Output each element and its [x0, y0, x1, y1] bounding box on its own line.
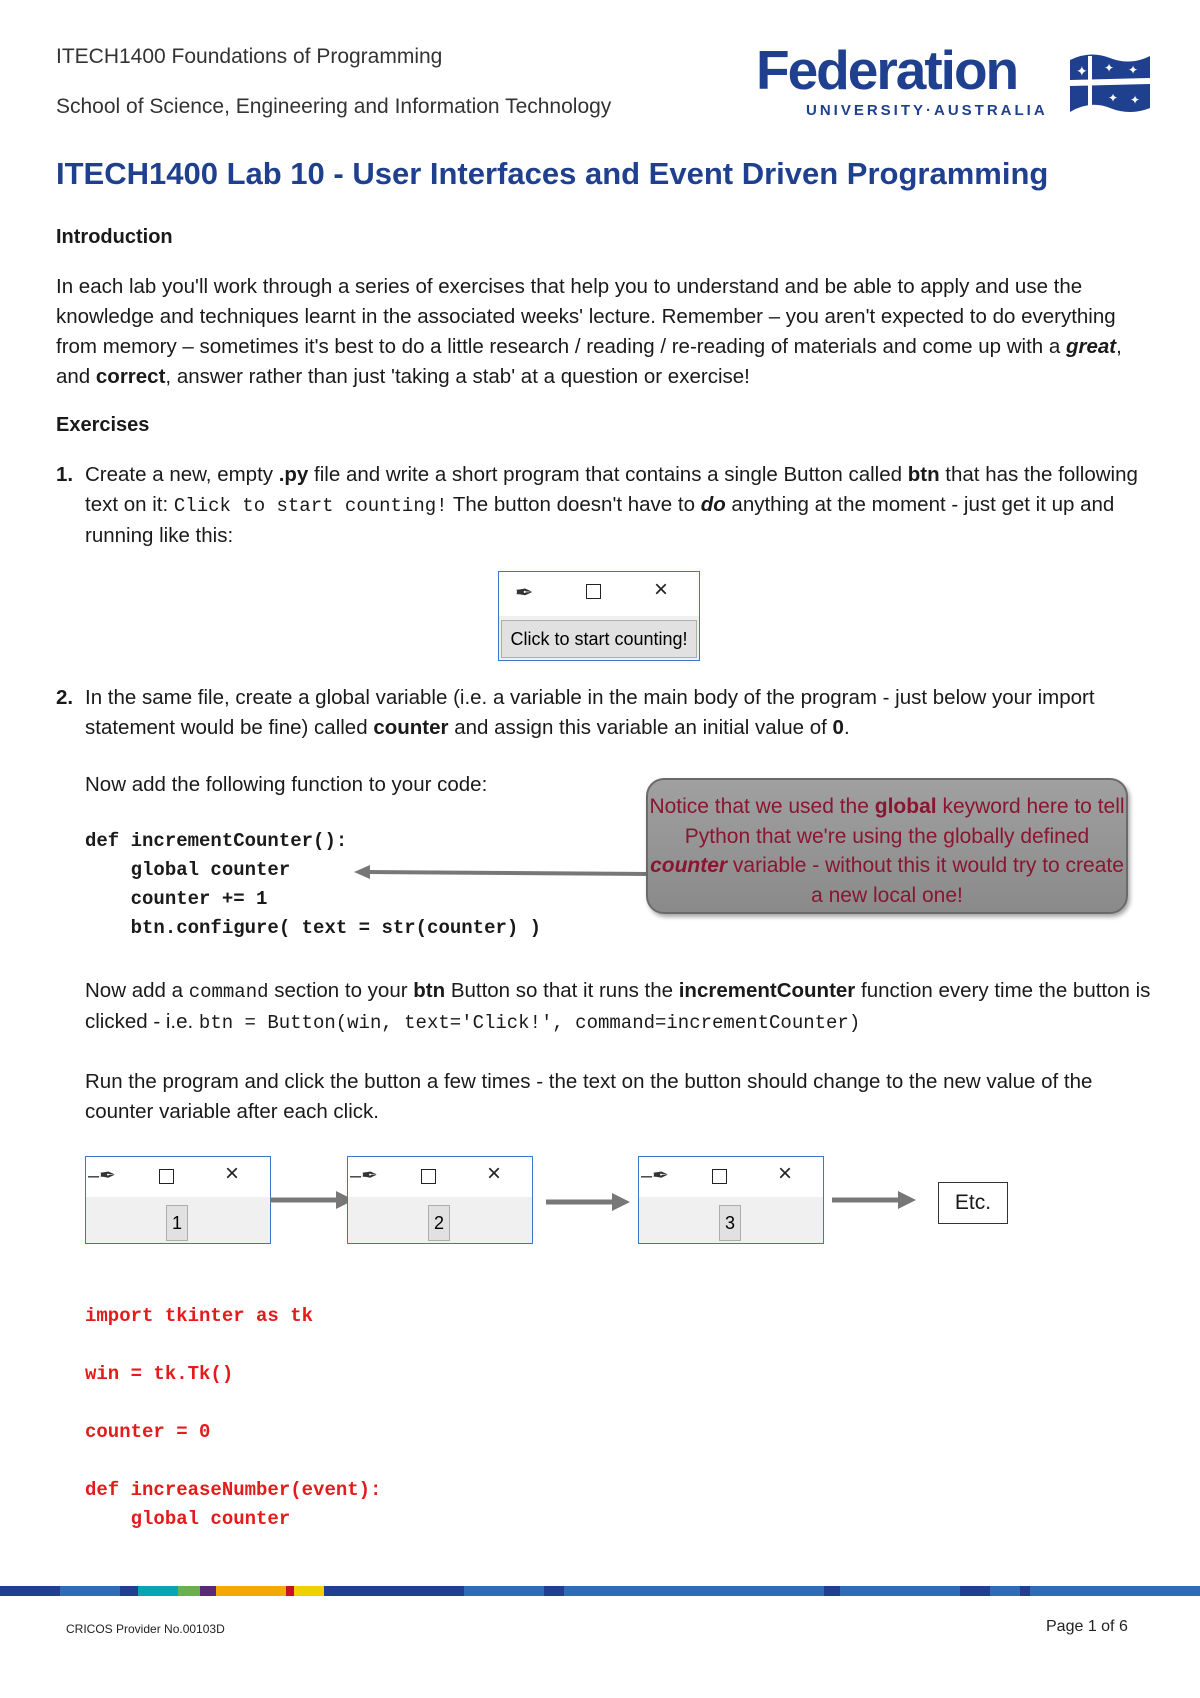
close-icon: × [778, 1160, 793, 1187]
page-title: ITECH1400 Lab 10 - User Interfaces and Event Driven Programming [56, 156, 1049, 191]
arrow-3 [832, 1188, 916, 1212]
exercise-2-text: In the same file, create a global variable (i.e. a variable in the main body of the program - just below your import statement would be fine) called counter and assign this variable an initial value of 0. [85, 686, 1095, 739]
logo-wordmark: Federation [756, 39, 1018, 101]
close-icon: × [487, 1160, 502, 1187]
code-line-4: btn.configure( text = str(counter) ) [85, 917, 542, 939]
red-code-line-3: counter = 0 [85, 1421, 211, 1443]
feather-icon: –✒ [350, 1165, 378, 1187]
code-line-1: def incrementCounter(): [85, 830, 348, 852]
logo-subtitle: UNIVERSITY·AUSTRALIA [806, 102, 1048, 119]
exercise-1-text: Create a new, empty .py file and write a short program that contains a single Button called btn that has the following text on it: Click to start counting! The button doesn't have to do anything at the moment - just get it up and running like this: [85, 463, 1138, 547]
tk-titlebar [499, 572, 699, 616]
maximize-icon [586, 584, 601, 599]
count-button-2[interactable]: 2 [428, 1205, 450, 1241]
arrow-1 [270, 1188, 354, 1212]
intro-paragraph: In each lab you'll work through a series of exercises that help you to understand and be able to apply and use the knowledge and techniques learnt in the associated weeks' lecture. Remember – you aren't expected to do everything from memory – sometimes it's best to do a little research / reading / re-reading of materials and come up with a great, and correct, answer rather than just 'taking a stab' at a question or exercise! [56, 275, 1122, 388]
red-code-line-2: win = tk.Tk() [85, 1363, 234, 1385]
federation-logo [756, 40, 1156, 126]
click-to-start-button[interactable]: Click to start counting! [501, 620, 697, 658]
add-function-text: Now add the following function to your code: [85, 773, 488, 796]
maximize-icon [421, 1169, 436, 1184]
tk-window-count-3 [638, 1156, 824, 1244]
course-name: ITECH1400 Foundations of Programming [56, 45, 443, 68]
maximize-icon [159, 1169, 174, 1184]
red-code-line-1: import tkinter as tk [85, 1305, 314, 1327]
count-button-1[interactable]: 1 [166, 1205, 188, 1241]
svg-text:✦: ✦ [1128, 63, 1139, 77]
command-instructions: Now add a command section to your btn Button so that it runs the incrementCounter function every time the button is clicked - i.e. btn = Button(win, text='Click!', command=incrementCounter) [85, 979, 1151, 1034]
close-icon: × [225, 1160, 240, 1187]
feather-icon: –✒ [641, 1165, 669, 1187]
tk-window-count-2 [347, 1156, 533, 1244]
global-keyword-callout: Notice that we used the global keyword here to tell Python that we're using the globally defined counter variable - without this it would try to create a new local one! [646, 778, 1128, 914]
maximize-icon [712, 1169, 727, 1184]
close-icon: × [654, 576, 669, 603]
exercise-2-number: 2. [56, 686, 74, 709]
svg-text:✦: ✦ [1104, 61, 1115, 75]
code-line-3: counter += 1 [85, 888, 268, 910]
intro-heading: Introduction [56, 226, 173, 248]
tk-window-count-1 [85, 1156, 271, 1244]
code-line-2: global counter [85, 859, 291, 881]
arrow-2 [546, 1190, 630, 1214]
exercises-heading: Exercises [56, 414, 150, 436]
red-code-line-4: def increaseNumber(event): [85, 1479, 382, 1501]
cricos-number: CRICOS Provider No.00103D [66, 1622, 225, 1636]
svg-text:✦: ✦ [1108, 91, 1119, 105]
callout-arrow [350, 860, 650, 884]
tk-window-example [498, 571, 700, 661]
footer-color-bar [0, 1586, 1200, 1596]
page-number: Page 1 of 6 [1046, 1618, 1128, 1635]
feather-icon: –✒ [88, 1165, 116, 1187]
school-name: School of Science, Engineering and Information Technology [56, 95, 612, 118]
exercise-1-number: 1. [56, 463, 74, 486]
svg-text:✦: ✦ [1076, 64, 1088, 80]
red-code-line-5: global counter [85, 1508, 291, 1530]
svg-text:✦: ✦ [1130, 93, 1141, 107]
feather-icon: ✒ [515, 580, 534, 605]
count-button-3[interactable]: 3 [719, 1205, 741, 1241]
flag-icon [1068, 50, 1152, 118]
run-instructions: Run the program and click the button a few times - the text on the button should change to the new value of the counter variable after each click. [85, 1070, 1093, 1123]
etc-box: Etc. [938, 1182, 1008, 1224]
